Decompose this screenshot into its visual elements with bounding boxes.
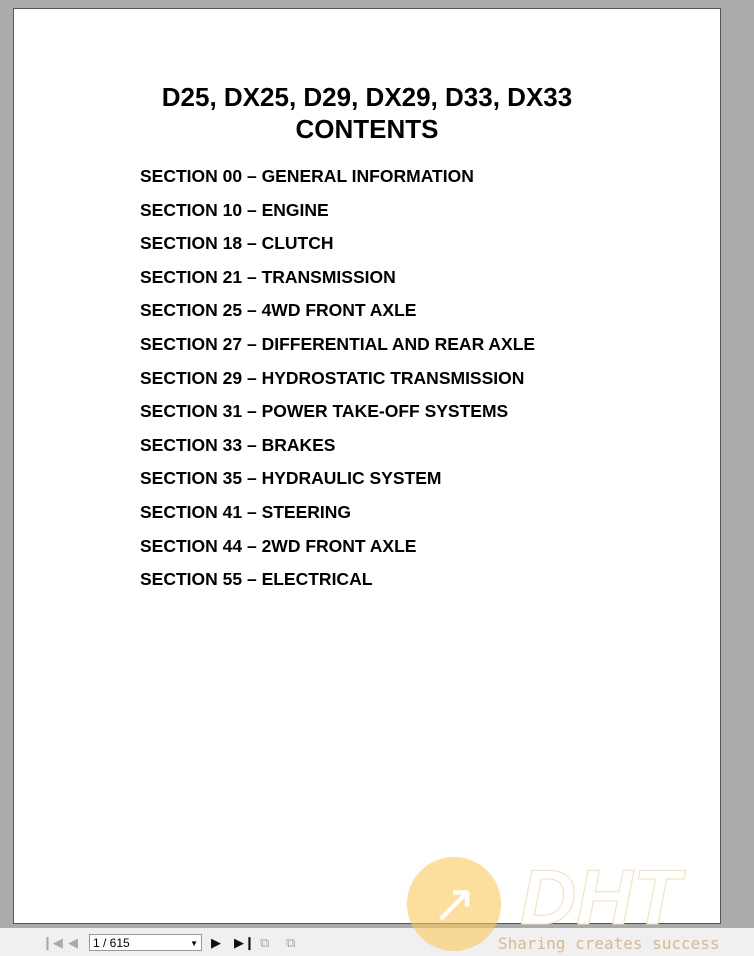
section-item[interactable]: SECTION 10 – ENGINE — [140, 199, 329, 220]
page-selector[interactable] — [89, 934, 202, 951]
page-indicator: 1 / 615 — [93, 936, 130, 950]
section-item[interactable]: SECTION 31 – POWER TAKE-OFF SYSTEMS — [140, 401, 509, 422]
section-item[interactable]: SECTION 55 – ELECTRICAL — [140, 569, 373, 590]
watermark-logo: DHT — [520, 853, 681, 941]
watermark-tagline: Sharing creates success — [498, 934, 720, 953]
section-item[interactable]: SECTION 25 – 4WD FRONT AXLE — [140, 300, 417, 321]
section-item[interactable]: SECTION 41 – STEERING — [140, 501, 352, 522]
section-item[interactable]: SECTION 00 – GENERAL INFORMATION — [140, 166, 474, 186]
section-item[interactable]: SECTION 35 – HYDRAULIC SYSTEM — [140, 468, 442, 489]
document-page — [13, 8, 721, 924]
watermark-arrow-icon: ↗ — [407, 857, 501, 951]
chevron-down-icon: ▼ — [190, 939, 198, 948]
rotate-left-icon[interactable]: ⧉ — [260, 935, 270, 950]
section-item[interactable]: SECTION 29 – HYDROSTATIC TRANSMISSION — [140, 367, 525, 388]
section-item[interactable]: SECTION 44 – 2WD FRONT AXLE — [140, 535, 417, 556]
section-item[interactable]: SECTION 18 – CLUTCH — [140, 233, 334, 254]
section-item[interactable]: SECTION 27 – DIFFERENTIAL AND REAR AXLE — [140, 333, 536, 354]
rotate-right-icon[interactable]: ⧉ — [286, 935, 296, 950]
section-item[interactable]: SECTION 33 – BRAKES — [140, 434, 336, 455]
next-page-icon[interactable]: ▶ — [211, 935, 221, 950]
last-page-icon[interactable]: ▶❙ — [234, 935, 255, 950]
prev-page-icon[interactable]: ◀ — [68, 935, 78, 950]
title-models: D25, DX25, D29, DX29, D33, DX33 — [161, 82, 573, 112]
first-page-icon[interactable]: ❙◀ — [42, 935, 63, 950]
document-title — [14, 81, 720, 145]
contents-list — [140, 166, 535, 603]
section-item[interactable]: SECTION 21 – TRANSMISSION — [140, 266, 396, 287]
title-contents: CONTENTS — [295, 114, 439, 144]
